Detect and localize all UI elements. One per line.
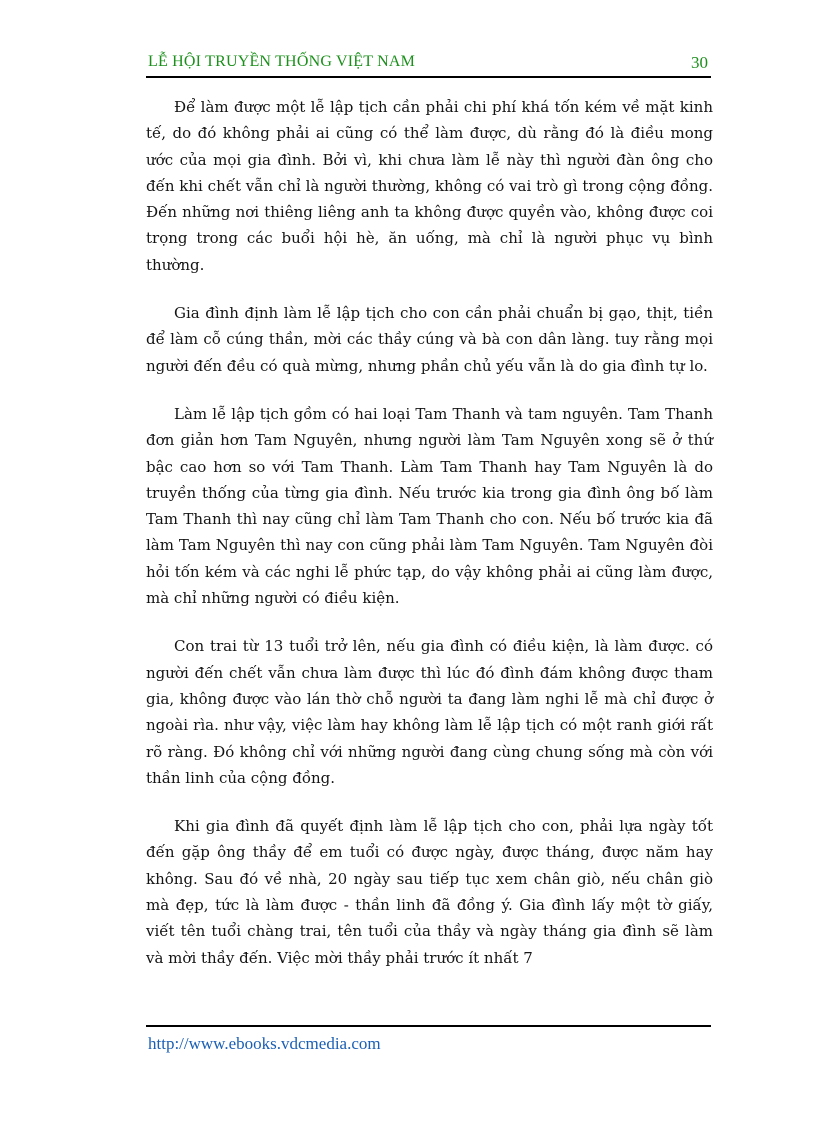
page-header [146, 50, 711, 78]
footer-divider [146, 1025, 711, 1027]
paragraph: Gia đình định làm lễ lập tịch cho con cần phải chuẩn bị gạo, thịt, tiền để làm cỗ cúng thần, mời các thầy cúng và bà con dân làng. tuy rằng mọi người đến đều có quà mừng, nhưng phần chủ yếu vẫn là do gia đình tự lo. [146, 304, 713, 375]
footer-website-link[interactable]: http://www.ebooks.vdcmedia.com [148, 1034, 381, 1053]
paragraph: Con trai từ 13 tuổi trở lên, nếu gia đình có điều kiện, là làm được. có người đến chết vẫn chưa làm được thì lúc đó đình đám không được tham gia, không được vào lán thờ chỗ người ta đang làm nghi lễ mà chỉ được ở ngoài rìa. như vậy, việc làm hay không làm lễ lập tịch có một ranh giới rất rõ ràng. Đó không chỉ với những người đang cùng chung sống mà còn với thần linh của cộng đồng. [146, 637, 713, 787]
page-number: 30 [691, 53, 708, 72]
paragraph: Để làm được một lễ lập tịch cần phải chi phí khá tốn kém về mặt kinh tế, do đó không phải ai cũng có thể làm được, dù rằng đó là điều mong ước của mọi gia đình. Bởi vì, khi chưa làm lễ này thì người đàn ông cho đến khi chết vẫn chỉ là người thường, không có vai trò gì trong cộng đồng. Đến những nơi thiêng liêng anh ta không được quyền vào, không được coi trọng trong các buổi hội hè, ăn uống, mà chỉ là người phục vụ bình thường. [146, 98, 713, 274]
paragraph: Khi gia đình đã quyết định làm lễ lập tịch cho con, phải lựa ngày tốt đến gặp ông thầy để em tuổi có được ngày, được tháng, được năm hay không. Sau đó về nhà, 20 ngày sau tiếp tục xem chân giò, nếu chân giò mà đẹp, tức là làm được - thần linh đã đồng ý. Gia đình lấy một tờ giấy, viết tên tuổi chàng trai, tên tuổi của thầy và ngày tháng gia đình sẽ làm và mời thầy đến. Việc mời thầy phải trước ít nhất 7 [146, 817, 713, 967]
running-title: LỄ HỘI TRUYỀN THỐNG VIỆT NAM [148, 53, 416, 70]
body-text [146, 94, 713, 993]
paragraph: Làm lễ lập tịch gồm có hai loại Tam Thanh và tam nguyên. Tam Thanh đơn giản hơn Tam Nguyên, nhưng người làm Tam Nguyên xong sẽ ở thứ bậc cao hơn so với Tam Thanh. Làm Tam Thanh hay Tam Nguyên là do truyền thống của từng gia đình. Nếu trước kia trong gia đình ông bố làm Tam Thanh thì nay cũng chỉ làm Tam Thanh cho con. Nếu bố trước kia đã làm Tam Nguyên thì nay con cũng phải làm Tam Nguyên. Tam Nguyên đòi hỏi tốn kém và các nghi lễ phức tạp, do vậy không phải ai cũng làm được, mà chỉ những người có điều kiện. [146, 404, 713, 608]
